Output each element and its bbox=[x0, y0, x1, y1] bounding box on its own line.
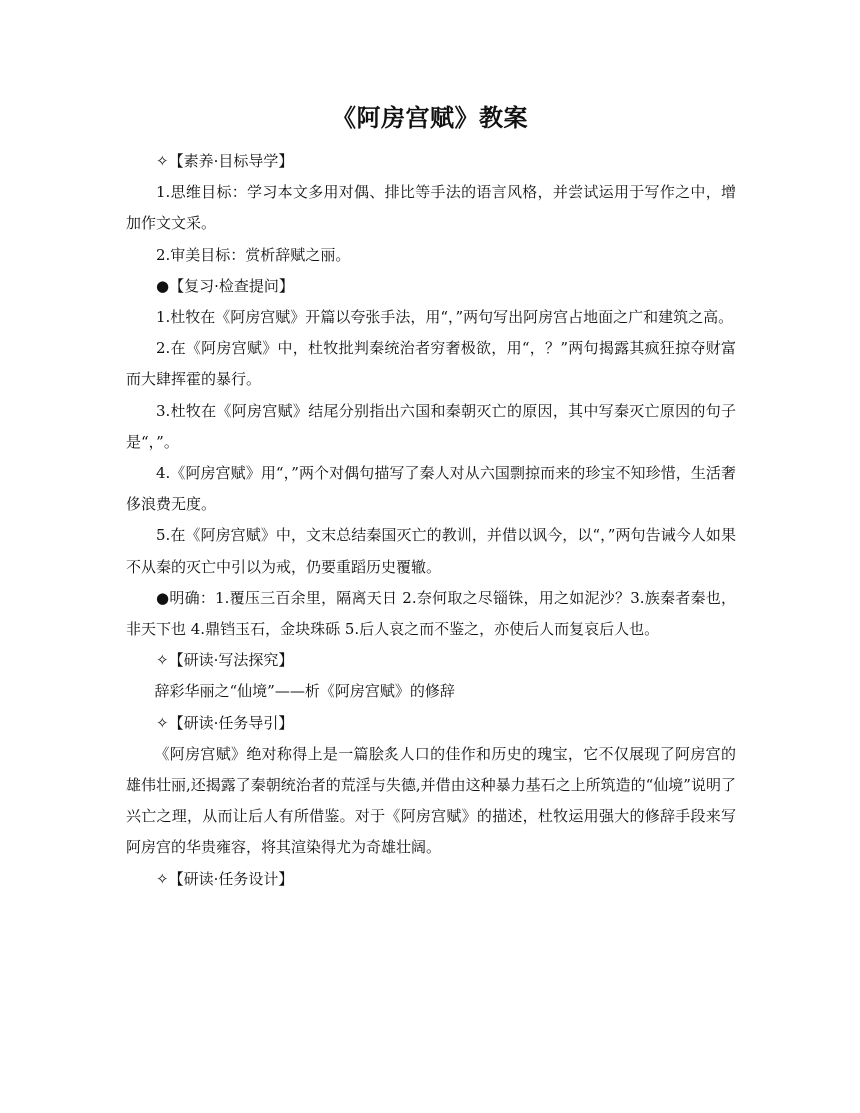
paragraph-subtitle: 辞彩华丽之“仙境”——析《阿房宫赋》的修辞 bbox=[154, 682, 455, 701]
paragraph-question-5: 5.在《阿房宫赋》中，文末总结秦国灭亡的教训，并借以讽今，以“，”两句告诫今人如果不从秦的灭亡中引以为戒，仍要重蹈历史覆辙。 bbox=[126, 526, 736, 576]
document-title: 《阿房宫赋》教案 bbox=[332, 103, 528, 132]
section-heading-review: ●【复习·检查提问】 bbox=[156, 276, 294, 295]
section-heading-design: ✧【研读·任务设计】 bbox=[156, 869, 294, 888]
section-heading-guide: ✧【研读·任务导引】 bbox=[156, 713, 294, 732]
paragraph-question-1: 1.杜牧在《阿房宫赋》开篇以夸张手法，用“，”两句写出阿房宫占地面之广和建筑之高。 bbox=[156, 308, 734, 327]
section-heading-goals: ✧【素养·目标导学】 bbox=[156, 152, 294, 170]
paragraph-question-3: 3.杜牧在《阿房宫赋》结尾分别指出六国和秦朝灭亡的原因，其中写秦灭亡原因的句子是“，”。 bbox=[126, 401, 736, 451]
paragraph-guide: 《阿房宫赋》绝对称得上是一篇脍炙人口的佳作和历史的瑰宝，它不仅展现了阿房宫的雄伟壮丽,还揭露了秦朝统治者的荒淫与失德,并借由这种暴力基石之上所筑造的“仙境”说明了兴亡之理，从而让后人有所借鉴。对于《阿房宫赋》的描述，杜牧运用强大的修辞手段来写阿房宫的华贵雍容，将其渲染得尤为奇雄壮阔。 bbox=[126, 744, 736, 857]
paragraph-goal-aesthetic: 2.审美目标：赏析辞赋之丽。 bbox=[156, 245, 351, 264]
paragraph-answers: ●明确：1.覆压三百余里，隔离天日 2.奈何取之尽锱铢，用之如泥沙？3.族秦者秦也，非天下也 4.鼎铛玉石，金块珠砾 5.后人哀之而不鉴之，亦使后人而复哀后人也。 bbox=[126, 588, 736, 639]
paragraph-goal-thinking: 1.思维目标：学习本文多用对偶、排比等手法的语言风格，并尝试运用于写作之中，增加作文文采。 bbox=[126, 183, 736, 233]
document-body bbox=[126, 146, 736, 895]
paragraph-question-2: 2.在《阿房宫赋》中，杜牧批判秦统治者穷奢极欲，用“，？”两句揭露其疯狂掠夺财富而大肆挥霍的暴行。 bbox=[126, 339, 736, 389]
paragraph-question-4: 4.《阿房宫赋》用“，”两个对偶句描写了秦人对从六国剽掠而来的珍宝不知珍惜，生活奢侈浪费无度。 bbox=[126, 464, 736, 514]
section-heading-writing: ✧【研读·写法探究】 bbox=[156, 651, 294, 670]
